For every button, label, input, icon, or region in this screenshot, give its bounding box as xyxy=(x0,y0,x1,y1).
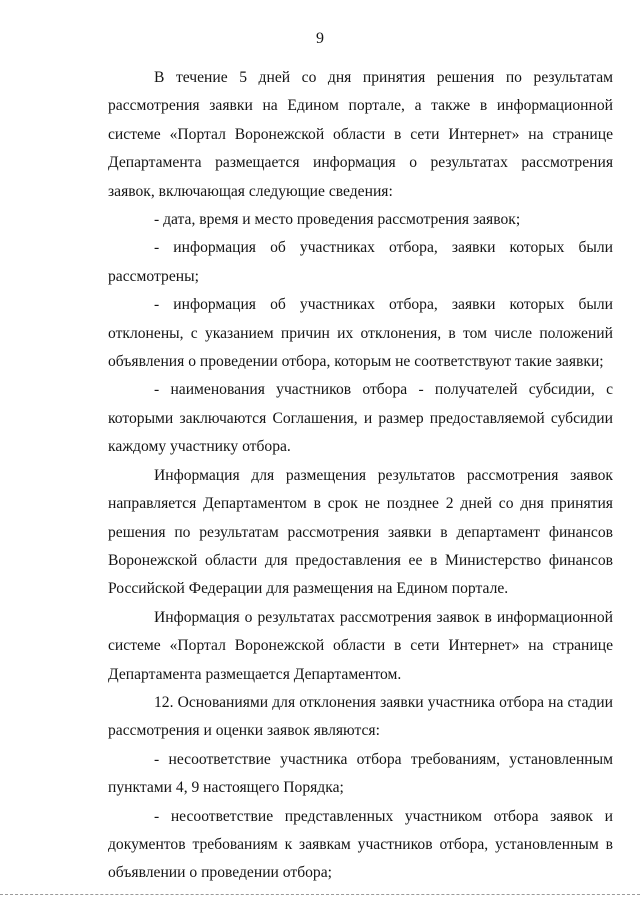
list-item-rejected-participants: - информация об участниках отбора, заявки которых были отклонены, с указанием причин их отклонения, в том числе положений объявления о проведении отбора, которым не соответствуют такие заявки; xyxy=(108,296,613,371)
document-body xyxy=(108,64,613,888)
list-item-date-time-place: - дата, время и место проведения рассмотрения заявок; xyxy=(154,211,521,229)
list-item-subsidy-recipients: - наименования участников отбора - получателей субсидии, с которыми заключаются Соглашения, и размер предоставляемой субсидии каждому участнику отбора. xyxy=(108,381,613,456)
list-item-reviewed-participants: - информация об участниках отбора, заявки которых были рассмотрены; xyxy=(108,239,613,285)
paragraph-information-submission: Информация для размещения результатов рассмотрения заявок направляется Департаментом в срок не позднее 2 дней со дня принятия решения по результатам рассмотрения заявки в департамент финансов Воронежской области для предоставления ее в Министерство финансов Российской Федерации для размещения на Едином портале. xyxy=(108,466,613,598)
paragraph-publication-info: В течение 5 дней со дня принятия решения по результатам рассмотрения заявки на Едином портале, а также в информационной системе «Портал Воронежской области в сети Интернет» на странице Департамента размещается информация о результатах рассмотрения заявок, включающая следующие сведения: xyxy=(108,69,613,200)
footer-divider xyxy=(0,894,640,895)
paragraph-portal-publication: Информация о результатах рассмотрения заявок в информационной системе «Портал Воронежской области в сети Интернет» на странице Департамента размещается Департаментом. xyxy=(108,608,613,683)
list-item-participant-mismatch: - несоответствие участника отбора требованиям, установленным пунктами 4, 9 настоящего Порядка; xyxy=(108,750,613,797)
page-number: 9 xyxy=(316,30,324,47)
list-item-documents-mismatch: - несоответствие представленных участником отбора заявок и документов требованиям к заявкам участников отбора, установленным в объявлении о проведении отбора; xyxy=(108,807,613,882)
paragraph-rejection-grounds: 12. Основаниями для отклонения заявки участника отбора на стадии рассмотрения и оценки заявок являются: xyxy=(108,693,613,740)
